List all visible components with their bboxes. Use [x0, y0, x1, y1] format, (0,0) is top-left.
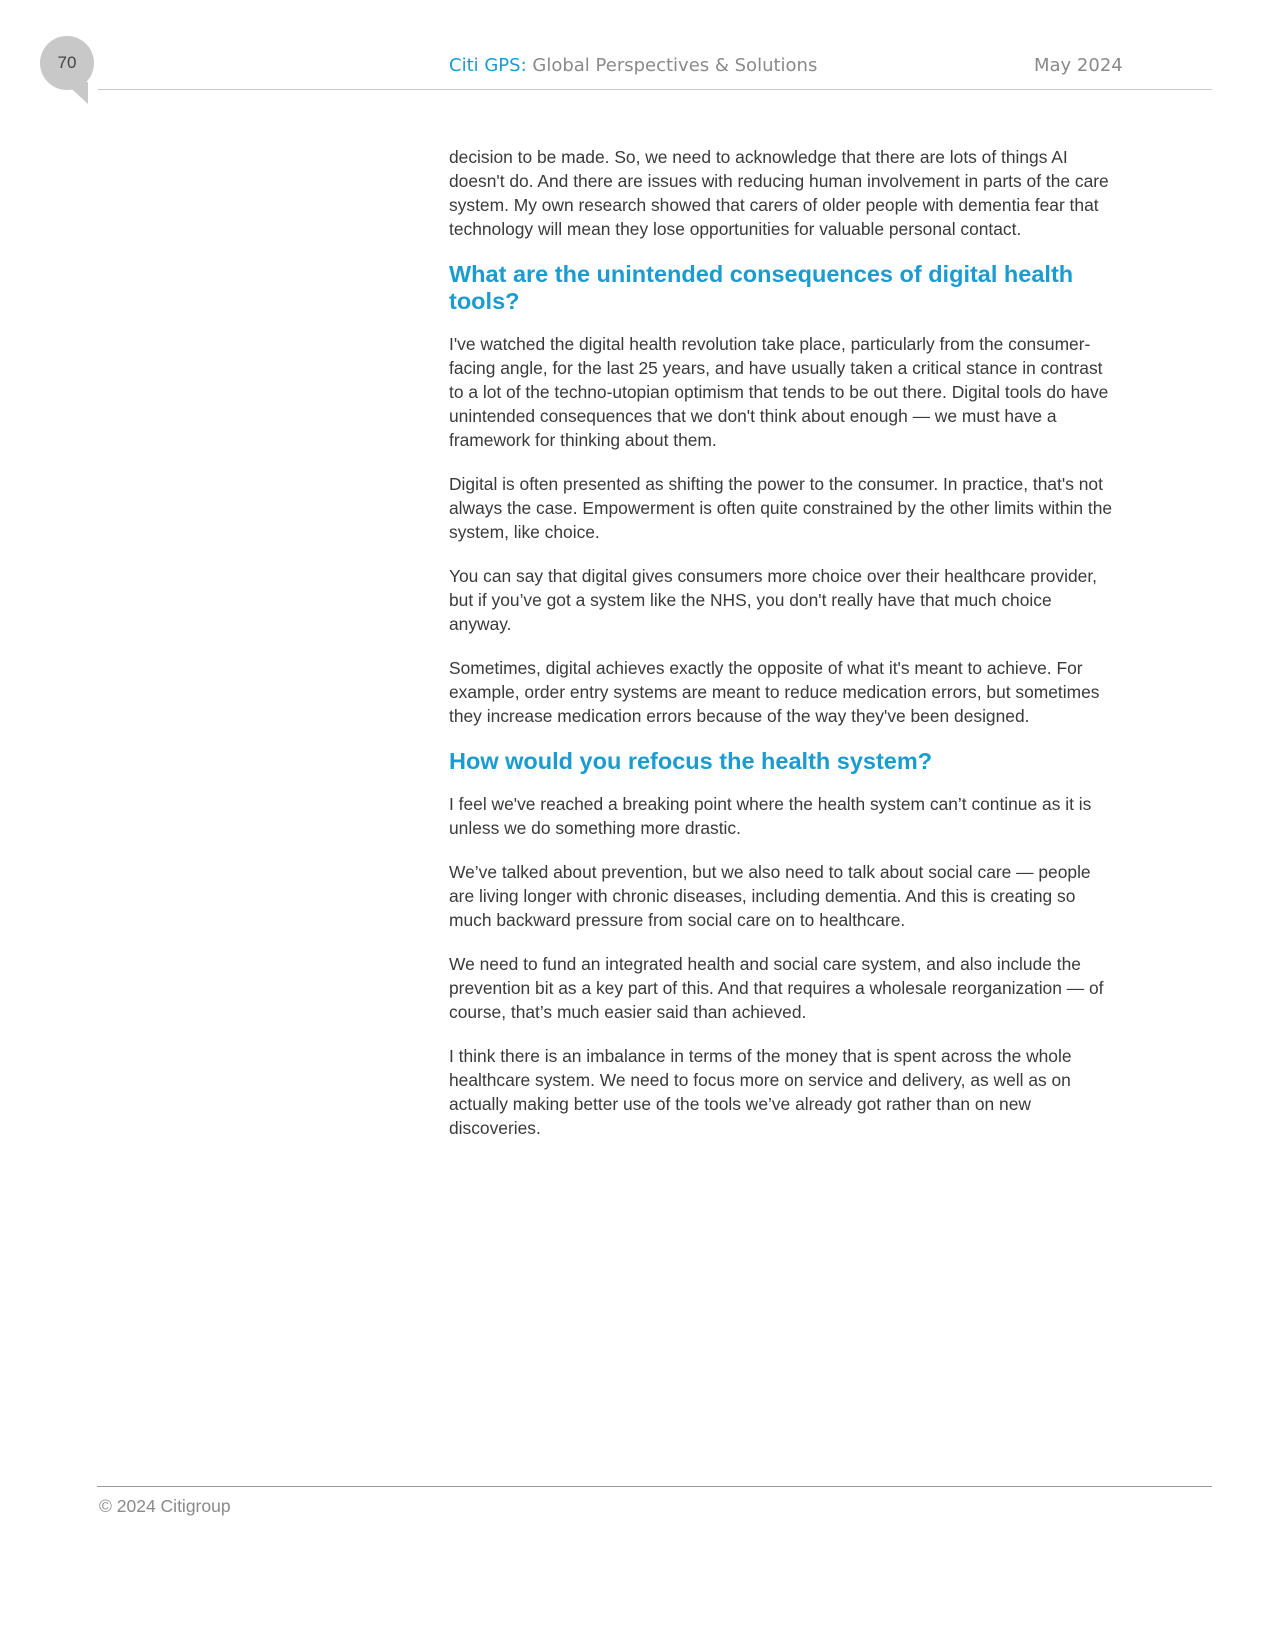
paragraph-7: We’ve talked about prevention, but we also need to talk about social care — people are living longer with chronic diseases, including dementia. And this is creating so much backward pressure from social care on to healthcare. — [449, 862, 1091, 930]
section-heading-refocus-health-system: How would you refocus the health system? — [449, 748, 933, 774]
footer-copyright: © 2024 Citigroup — [99, 1496, 231, 1516]
page-number: 70 — [40, 36, 94, 90]
header-date: May 2024 — [1034, 55, 1123, 76]
brand-name: Citi GPS: — [449, 55, 527, 76]
paragraph-1: decision to be made. So, we need to acknowledge that there are lots of things AI doesn't do. And there are issues with reducing human involvement in parts of the care system. My own research showed that carers of older people with dementia fear that technology will mean they lose opportunities for valuable personal contact. — [449, 147, 1109, 239]
header-title — [449, 55, 817, 76]
footer-divider — [97, 1486, 1212, 1487]
paragraph-3: Digital is often presented as shifting the power to the consumer. In practice, that's not always the case. Empowerment is often quite constrained by the other limits within the system, like choice. — [449, 474, 1113, 542]
article-body — [449, 145, 1114, 1160]
brand-subtitle: Global Perspectives & Solutions — [532, 55, 818, 76]
paragraph-9: I think there is an imbalance in terms of the money that is spent across the whole healthcare system. We need to focus more on service and delivery, as well as on actually making better use of the tools we’ve already got rather than on new discoveries. — [449, 1046, 1072, 1138]
paragraph-6: I feel we've reached a breaking point where the health system can’t continue as it is unless we do something more drastic. — [449, 794, 1092, 838]
section-heading-unintended-consequences: What are the unintended consequences of digital health tools? — [449, 261, 1074, 314]
page-number-badge — [40, 36, 94, 90]
paragraph-2: I've watched the digital health revolution take place, particularly from the consumer-facing angle, for the last 25 years, and have usually taken a critical stance in contrast to a lot of the techno-utopian optimism that tends to be out there. Digital tools do have unintended consequences that we don't think about enough — we must have a framework for thinking about them. — [449, 334, 1109, 450]
header-divider — [98, 89, 1212, 90]
paragraph-4: You can say that digital gives consumers more choice over their healthcare provider, but if you’ve got a system like the NHS, you don't really have that much choice anyway. — [449, 566, 1097, 634]
paragraph-8: We need to fund an integrated health and social care system, and also include the prevention bit as a key part of this. And that requires a wholesale reorganization — of course, that’s much easier said than achieved. — [449, 954, 1104, 1022]
paragraph-5: Sometimes, digital achieves exactly the opposite of what it's meant to achieve. For example, order entry systems are meant to reduce medication errors, but sometimes they increase medication errors because of the way they've been designed. — [449, 658, 1100, 726]
